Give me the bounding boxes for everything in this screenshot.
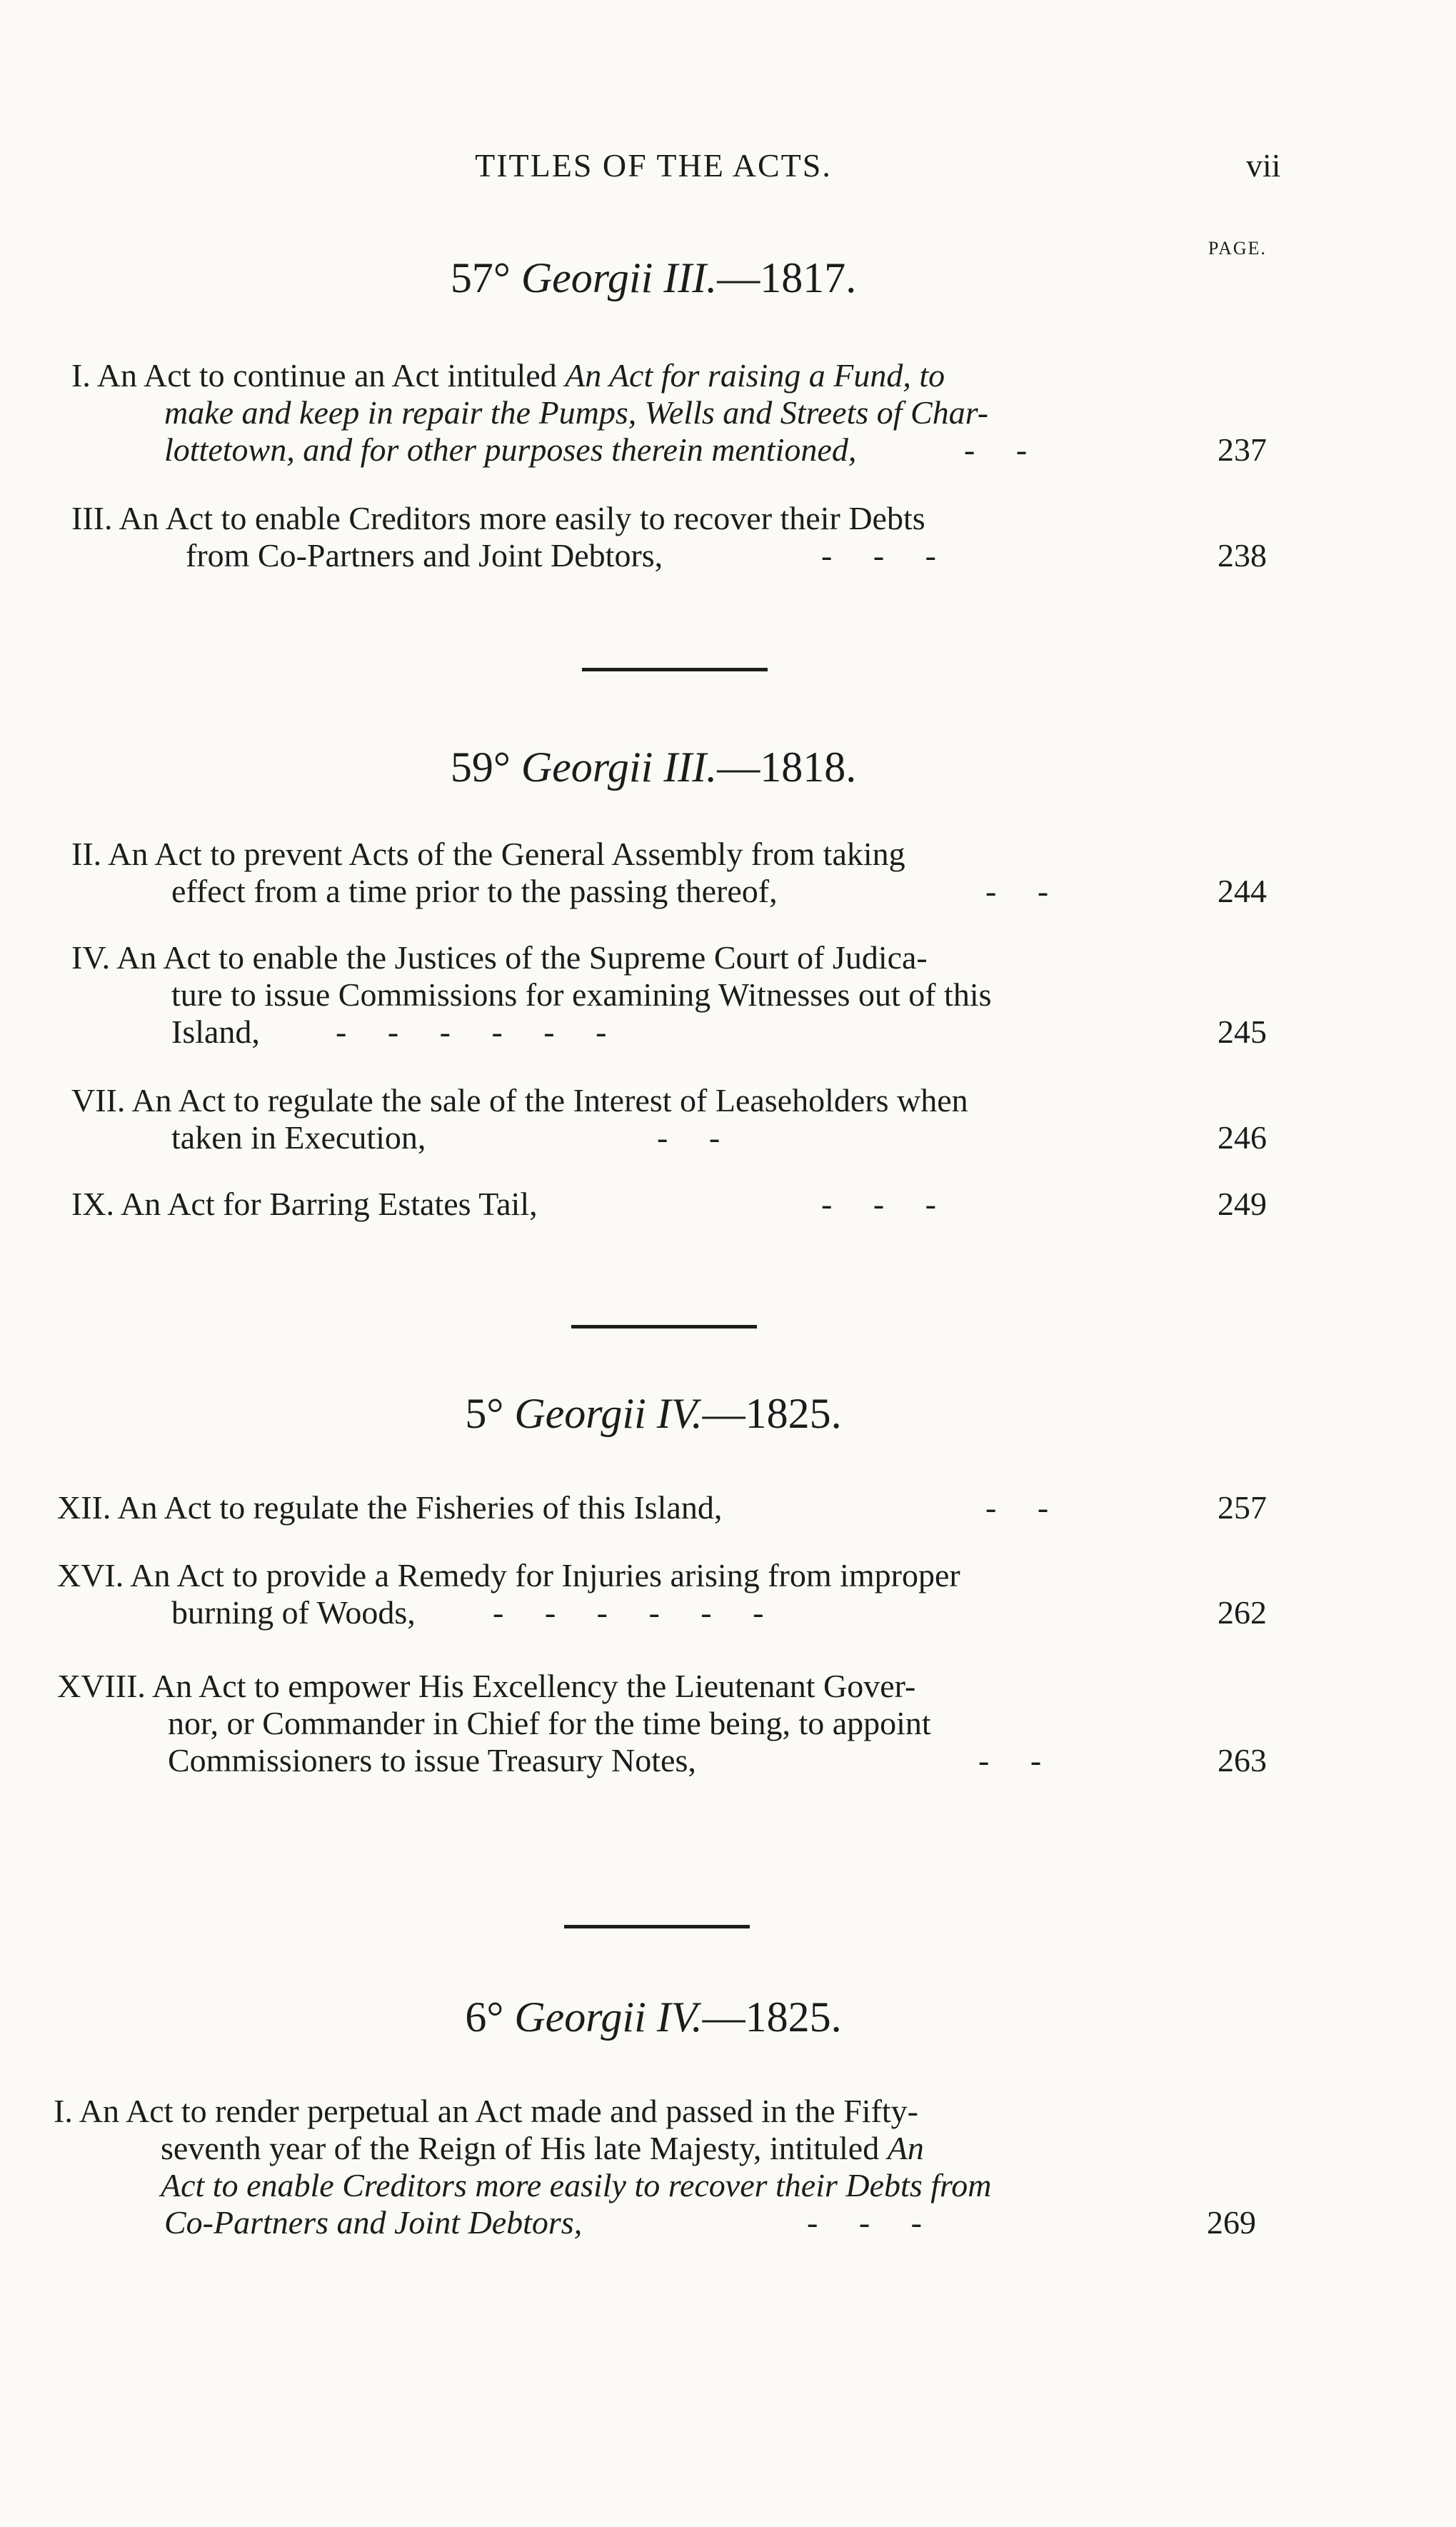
- regnal-year: 59°: [450, 744, 511, 791]
- dot-leader: - - -: [821, 1186, 936, 1222]
- act-text: taken in Execution,: [171, 1119, 426, 1156]
- act-text: An Act to provide a Remedy for Injuries arising from improper: [130, 1557, 960, 1593]
- act-text: burning of Woods,: [171, 1594, 416, 1631]
- act-page-ref: 237: [1217, 431, 1267, 468]
- act-line: [71, 1186, 936, 1223]
- reign-name: Georgii IV.: [514, 1390, 703, 1437]
- regnal-year: 6°: [465, 1993, 504, 2041]
- year: —1817.: [717, 254, 857, 301]
- act-page-ref: 246: [1217, 1119, 1267, 1156]
- act-title-italic: make and keep in repair the Pumps, Wells and Streets of Char-: [164, 394, 989, 431]
- page-number: vii: [1246, 147, 1281, 184]
- act-text: An Act to regulate the Fisheries of this Island,: [117, 1489, 723, 1526]
- act-title-italic: An Act for raising a Fund, to: [565, 357, 945, 394]
- section-heading-1818: [0, 743, 1307, 792]
- act-page-ref: 262: [1217, 1594, 1267, 1631]
- act-text: An Act to prevent Acts of the General Assembly from taking: [108, 836, 905, 872]
- act-line: [71, 976, 992, 1014]
- dot-leader: - - - - - -: [493, 1594, 764, 1631]
- year: —1825.: [702, 1390, 842, 1437]
- act-entry: [57, 1668, 1042, 1779]
- section-heading-1817: [0, 254, 1307, 303]
- act-text: effect from a time prior to the passing thereof,: [171, 873, 778, 909]
- running-title: TITLES OF THE ACTS.: [475, 147, 832, 184]
- reign-name: Georgii IV.: [514, 1993, 703, 2041]
- section-heading-6-george-iv: [0, 1993, 1307, 2042]
- act-entry: [54, 2093, 991, 2241]
- act-text: nor, or Commander in Chief for the time being, to appoint: [168, 1705, 931, 1741]
- act-number: XVIII.: [57, 1668, 146, 1704]
- act-line: [57, 1668, 931, 1705]
- act-line: [71, 836, 905, 873]
- act-line: [57, 1705, 931, 1742]
- act-number: I.: [54, 2093, 73, 2129]
- reign-name: Georgii III.: [521, 744, 718, 791]
- act-text: Commissioners to issue Treasury Notes,: [168, 1742, 696, 1778]
- act-line: [71, 1014, 992, 1051]
- dot-leader: - -: [657, 1119, 721, 1156]
- act-text: Island,: [171, 1014, 260, 1050]
- act-entry: [71, 357, 1028, 469]
- act-line: [71, 357, 988, 394]
- act-text: An Act to regulate the sale of the Interest of Leaseholders when: [131, 1082, 968, 1119]
- year: —1825.: [702, 1993, 842, 2041]
- act-line: [71, 431, 1028, 469]
- dot-leader: - - -: [821, 537, 936, 574]
- act-line: [71, 873, 1049, 910]
- regnal-year: 5°: [465, 1390, 504, 1437]
- act-text: ture to issue Commissions for examining Witnesses out of this: [171, 976, 992, 1013]
- act-line: [57, 1557, 960, 1594]
- reign-name: Georgii III.: [521, 254, 718, 301]
- dot-leader: - -: [978, 1742, 1042, 1778]
- act-line: [71, 939, 992, 976]
- act-text: from Co-Partners and Joint Debtors,: [186, 537, 663, 574]
- act-line: [57, 1489, 1049, 1526]
- act-title-italic: lottetown, and for other purposes therein mentioned,: [164, 431, 857, 468]
- section-heading-5-george-iv: [0, 1389, 1307, 1438]
- act-entry: [57, 1489, 1049, 1526]
- section-rule: [582, 668, 768, 671]
- act-line: [71, 394, 988, 431]
- act-line: [54, 2167, 991, 2204]
- dot-leader: - -: [985, 873, 1049, 909]
- dot-leader: - -: [964, 431, 1028, 468]
- act-entry: [71, 1082, 968, 1156]
- act-page-ref: 238: [1217, 537, 1267, 574]
- act-number: I.: [71, 357, 91, 394]
- act-text: An Act for Barring Estates Tail,: [121, 1186, 538, 1222]
- dot-leader: - - - - - -: [336, 1014, 607, 1050]
- act-entry: [71, 1186, 936, 1223]
- act-text: An Act to continue an Act intituled: [96, 357, 566, 394]
- act-page-ref: 269: [1207, 2204, 1256, 2241]
- act-entry: [71, 500, 936, 574]
- act-entry: [57, 1557, 960, 1631]
- act-number: II.: [71, 836, 102, 872]
- act-number: IX.: [71, 1186, 115, 1222]
- dot-leader: - - -: [807, 2204, 922, 2241]
- act-line: [57, 1594, 960, 1631]
- act-page-ref: 249: [1217, 1186, 1267, 1222]
- regnal-year: 57°: [450, 254, 511, 301]
- act-line: [57, 1742, 1042, 1779]
- act-page-ref: 244: [1217, 873, 1267, 909]
- act-number: IV.: [71, 939, 111, 976]
- act-number: VII.: [71, 1082, 126, 1119]
- act-line: [54, 2204, 991, 2241]
- act-title-italic: Act to enable Creditors more easily to recover their Debts from: [161, 2167, 992, 2203]
- section-rule: [571, 1325, 757, 1328]
- section-rule: [564, 1925, 750, 1928]
- act-line: [54, 2130, 991, 2167]
- act-title-italic: An: [887, 2130, 924, 2166]
- act-number: III.: [71, 500, 113, 536]
- act-page-ref: 263: [1217, 1742, 1267, 1778]
- act-text: An Act to enable the Justices of the Supreme Court of Judica-: [116, 939, 928, 976]
- act-text: An Act to empower His Excellency the Lieutenant Gover-: [151, 1668, 916, 1704]
- act-line: [71, 1119, 968, 1156]
- act-text: An Act to render perpetual an Act made and passed in the Fifty-: [79, 2093, 918, 2129]
- act-page-ref: 257: [1217, 1489, 1267, 1526]
- act-title-italic: Co-Partners and Joint Debtors,: [164, 2204, 583, 2241]
- act-line: [71, 1082, 968, 1119]
- act-text: seventh year of the Reign of His late Majesty, intituled: [161, 2130, 888, 2166]
- act-line: [71, 500, 925, 537]
- act-number: XVI.: [57, 1557, 124, 1593]
- year: —1818.: [717, 744, 857, 791]
- act-page-ref: 245: [1217, 1014, 1267, 1050]
- act-line: [54, 2093, 991, 2130]
- act-number: XII.: [57, 1489, 111, 1526]
- act-entry: [71, 939, 992, 1051]
- page-column-label: PAGE.: [1208, 238, 1267, 259]
- act-text: An Act to enable Creditors more easily to recover their Debts: [119, 500, 925, 536]
- dot-leader: - -: [985, 1489, 1049, 1526]
- act-line: [71, 537, 936, 574]
- act-entry: [71, 836, 1049, 910]
